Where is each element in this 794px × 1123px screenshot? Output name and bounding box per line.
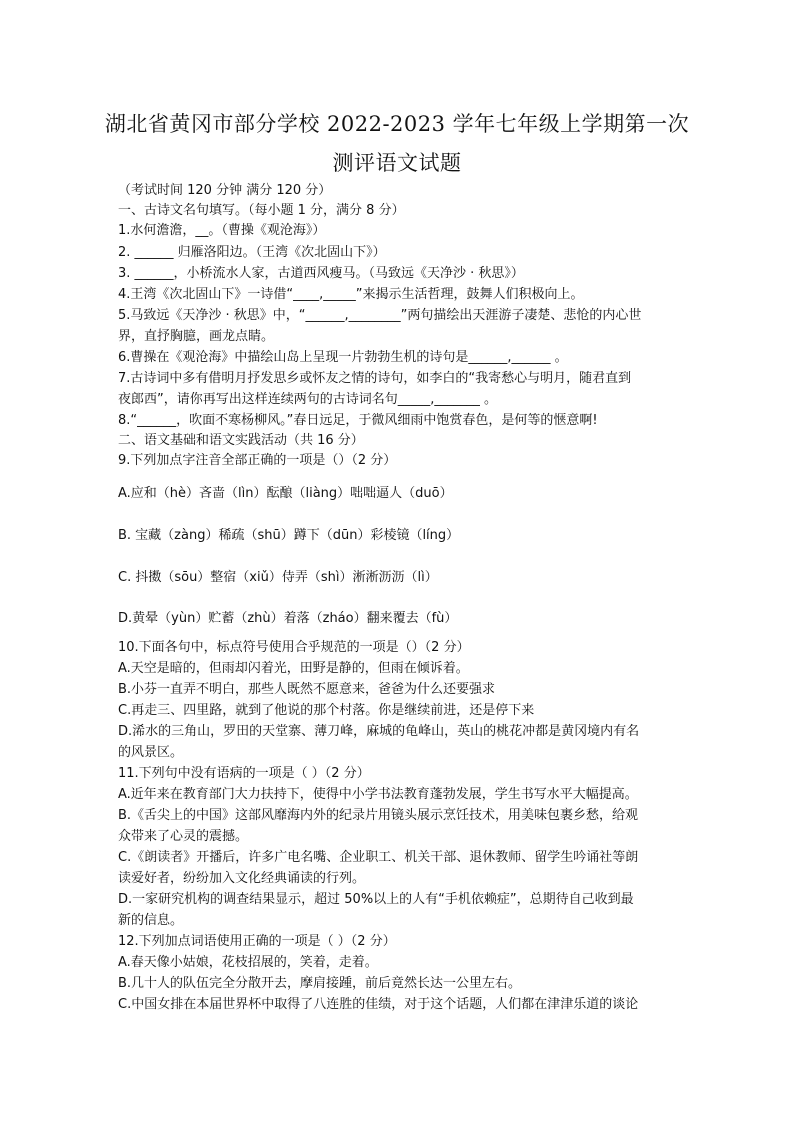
question-line: 6.曹操在《观沧海》中描绘山岛上呈现一片勃勃生机的诗句是______,______ 。 (118, 350, 568, 365)
answer-option-a: A.春天像小姑娘，花枝招展的，笑着，走着。 (118, 955, 378, 970)
question-line-continuation: 夜郎西”，请你再写出这样连续两句的古诗词名句_____,_______ 。 (118, 392, 497, 407)
answer-option-d: D.黄晕（yùn）贮蓄（zhù）着落（zháo）翻来覆去（fù） (118, 611, 458, 626)
exam-info: （考试时间 120 分钟 满分 120 分） (118, 183, 332, 198)
answer-option-d: D.浠水的三角山，罗田的天堂寨、薄刀峰，麻城的龟峰山，英山的桃花冲都是黄冈境内有名 (118, 724, 640, 739)
answer-option-continuation: 众带来了心灵的震撼。 (118, 829, 249, 844)
question-line: 7.古诗词中多有借明月抒发思乡或怀友之情的诗句，如李白的“我寄愁心与明月，随君直到 (118, 371, 632, 386)
answer-option-b: B.小芬一直弄不明白，那些人既然不愿意来，爸爸为什么还要强求 (118, 682, 496, 697)
answer-option-a: A.近年来在教育部门大力扶持下，使得中小学书法教育蓬勃发展，学生书写水平大幅提高。 (118, 787, 638, 802)
question-line: 3. ______，小桥流水人家，古道西风瘦马。（马致远《天净沙 · 秋思》） (118, 266, 524, 281)
question-stem: 10.下面各句中，标点符号使用合乎规范的一项是（）（2 分） (118, 640, 470, 655)
answer-option-c: C. 抖擞（sōu）整宿（xiǔ）侍弄（shì）淅淅沥沥（lì） (118, 570, 438, 585)
question-line: 8.“______，吹面不寒杨柳风。”春日远足，于微风细雨中饱赏春色，是何等的惬意啊! (118, 413, 598, 428)
question-line: 5.马致远《天净沙 · 秋思》中，“______,________”两句描绘出天涯游子凄楚、悲怆的内心世 (118, 308, 642, 323)
document-title-line2: 测评语文试题 (332, 151, 462, 175)
answer-option-continuation: 读爱好者，纷纷加入文化经典诵读的行列。 (118, 871, 366, 886)
question-line-continuation: 界，直抒胸臆，画龙点睛。 (118, 329, 275, 344)
section-heading: 一、古诗文名句填写。（每小题 1 分，满分 8 分） (118, 203, 405, 218)
answer-option-b: B. 宝藏（zàng）稀疏（shū）蹲下（dūn）彩棱镜（líng） (118, 528, 460, 543)
question-stem: 9.下列加点字注音全部正确的一项是（）（2 分） (118, 453, 397, 468)
document-title-line1: 湖北省黄冈市部分学校 2022-2023 学年七年级上学期第一次 (104, 112, 690, 136)
answer-option-a: A.天空是暗的，但雨却闪着光，田野是静的，但雨在倾诉着。 (118, 661, 469, 676)
answer-option-c: C.中国女排在本届世界杯中取得了八连胜的佳绩，对于这个话题，人们都在津津乐道的谈论 (118, 997, 639, 1012)
section-heading: 二、语文基础和语文实践活动（共 16 分） (118, 433, 364, 448)
answer-option-b: B.《舌尖上的中国》这部风靡海内外的纪录片用镜头展示烹饪技术，用美味包裹乡愁，给观 (118, 808, 639, 823)
answer-option-c: C.《朗读者》开播后，许多广电名嘴、企业职工、机关干部、退休教师、留学生吟诵社等朗 (118, 850, 639, 865)
answer-option-d: D.一家研究机构的调查结果显示，超过 50%以上的人有“手机依赖症”，总期待自己收到最 (118, 892, 634, 907)
answer-option-a: A.应和（hè）吝啬（lìn）酝酿（liàng）咄咄逼人（duō） (118, 486, 453, 501)
question-line: 1.水何澹澹，__。（曹操《观沧海》） (118, 223, 326, 238)
answer-option-c: C.再走三、四里路，就到了他说的那个村落。你是继续前进，还是停下来 (118, 703, 535, 718)
question-line: 4.王湾《次北固山下》一诗借“____,_____”来揭示生活哲理，鼓舞人们积极向上。 (118, 287, 584, 302)
answer-option-b: B.几十人的队伍完全分散开去，摩肩接踵，前后竟然长达一公里左右。 (118, 976, 522, 991)
question-stem: 12.下列加点词语使用正确的一项是（ ）（2 分） (118, 934, 396, 949)
answer-option-continuation: 的风景区。 (118, 745, 184, 760)
question-stem: 11.下列句中没有语病的一项是（ ）（2 分） (118, 766, 370, 781)
question-line: 2. ______ 归雁洛阳边。（王湾《次北固山下》） (118, 245, 386, 260)
answer-option-continuation: 新的信息。 (118, 913, 184, 928)
